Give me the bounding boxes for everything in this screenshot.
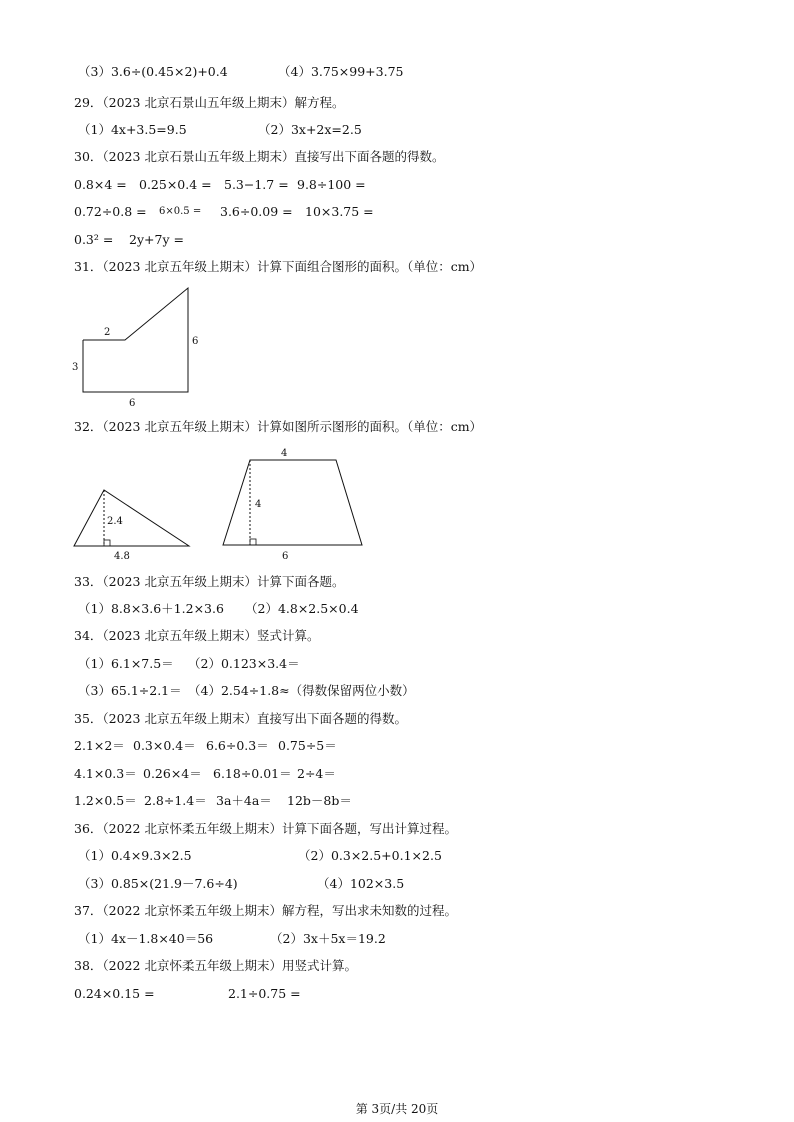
question-35-title: 35．（2023 北京五年级上期末）直接写出下面各题的得数。 <box>74 711 407 726</box>
problem-34-3: （3）65.1÷2.1＝ <box>78 683 182 698</box>
trapezoid-top-label: 4 <box>281 448 288 459</box>
q30-item: 10×3.75 = <box>305 204 374 219</box>
q35-item: 6.18÷0.01＝ <box>213 766 292 781</box>
problem-37-2: （2）3x＋5x＝19.2 <box>270 931 386 946</box>
q30-item: 3.6÷0.09 = <box>220 204 293 219</box>
page-number: 第 3页/共 20页 <box>355 1102 439 1116</box>
q35-item: 12b－8b＝ <box>287 793 352 808</box>
problem-34-4: （4）2.54÷1.8≈（得数保留两位小数） <box>188 683 415 698</box>
question-29-title: 29．（2023 北京石景山五年级上期末）解方程。 <box>74 95 345 110</box>
question-37-title: 37．（2022 北京怀柔五年级上期末）解方程，写出求未知数的过程。 <box>74 903 457 918</box>
triangle-shape <box>74 490 189 546</box>
triangle-trapezoid-figure <box>60 440 380 565</box>
problem-33-1: （1）8.8×3.6＋1.2×3.6 <box>78 601 224 616</box>
question-38-title: 38．（2022 北京怀柔五年级上期末）用竖式计算。 <box>74 958 357 973</box>
triangle-base-label: 4.8 <box>114 551 130 562</box>
question-34-title: 34．（2023 北京五年级上期末）竖式计算。 <box>74 628 320 643</box>
problem-34-1: （1）6.1×7.5＝ <box>78 656 174 671</box>
problem-28-4: （4）3.75×99+3.75 <box>278 64 404 79</box>
q30-item: 0.3² = <box>74 232 114 247</box>
q30-item: 2y+7y = <box>129 232 184 247</box>
q35-item: 2÷4＝ <box>297 766 336 781</box>
problem-38-2: 2.1÷0.75 = <box>228 986 301 1001</box>
q35-item: 0.3×0.4＝ <box>133 738 196 753</box>
q30-item: 9.8÷100 = <box>297 177 366 192</box>
q35-item: 4.1×0.3＝ <box>74 766 137 781</box>
problem-36-4: （4）102×3.5 <box>317 876 405 891</box>
label-right: 6 <box>192 336 199 347</box>
q35-item: 0.75÷5＝ <box>278 738 337 753</box>
problem-33-2: （2）4.8×2.5×0.4 <box>245 601 359 616</box>
q35-item: 6.6÷0.3＝ <box>206 738 269 753</box>
question-33-title: 33．（2023 北京五年级上期末）计算下面各题。 <box>74 574 345 589</box>
trapezoid-shape <box>223 460 362 545</box>
q35-item: 0.26×4＝ <box>143 766 202 781</box>
question-32-title: 32．（2023 北京五年级上期末）计算如图所示图形的面积。（单位：cm） <box>74 419 483 434</box>
problem-29-1: （1）4x+3.5=9.5 <box>78 122 187 137</box>
problem-29-2: （2）3x+2x=2.5 <box>258 122 362 137</box>
problem-37-1: （1）4x－1.8×40＝56 <box>78 931 214 946</box>
problem-38-1: 0.24×0.15 = <box>74 986 155 1001</box>
problem-36-2: （2）0.3×2.5+0.1×2.5 <box>298 848 442 863</box>
problem-36-1: （1）0.4×9.3×2.5 <box>78 848 192 863</box>
label-top: 2 <box>104 327 111 338</box>
q30-item: 5.3−1.7 = <box>224 177 289 192</box>
q30-item: 0.25×0.4 = <box>139 177 212 192</box>
label-bottom: 6 <box>129 398 136 409</box>
composite-shape-figure <box>60 280 220 410</box>
question-31-title: 31．（2023 北京五年级上期末）计算下面组合图形的面积。（单位：cm） <box>74 259 483 274</box>
q30-item: 0.72÷0.8 = <box>74 204 147 219</box>
triangle-height-label: 2.4 <box>107 516 123 527</box>
q30-item: 6×0.5 = <box>159 206 202 217</box>
q35-item: 1.2×0.5＝ <box>74 793 137 808</box>
q35-item: 2.1×2＝ <box>74 738 125 753</box>
q35-item: 2.8÷1.4＝ <box>144 793 207 808</box>
trapezoid-height-label: 4 <box>255 499 262 510</box>
label-left: 3 <box>72 362 79 373</box>
trapezoid-bottom-label: 6 <box>282 551 289 562</box>
question-36-title: 36．（2022 北京怀柔五年级上期末）计算下面各题，写出计算过程。 <box>74 821 457 836</box>
q35-item: 3a＋4a＝ <box>216 793 272 808</box>
problem-28-3: （3）3.6÷(0.45×2)+0.4 <box>78 64 228 79</box>
problem-34-2: （2）0.123×3.4＝ <box>188 656 300 671</box>
q30-item: 0.8×4 = <box>74 177 127 192</box>
question-30-title: 30．（2023 北京石景山五年级上期末）直接写出下面各题的得数。 <box>74 149 445 164</box>
problem-36-3: （3）0.85×(21.9－7.6÷4) <box>78 876 238 891</box>
